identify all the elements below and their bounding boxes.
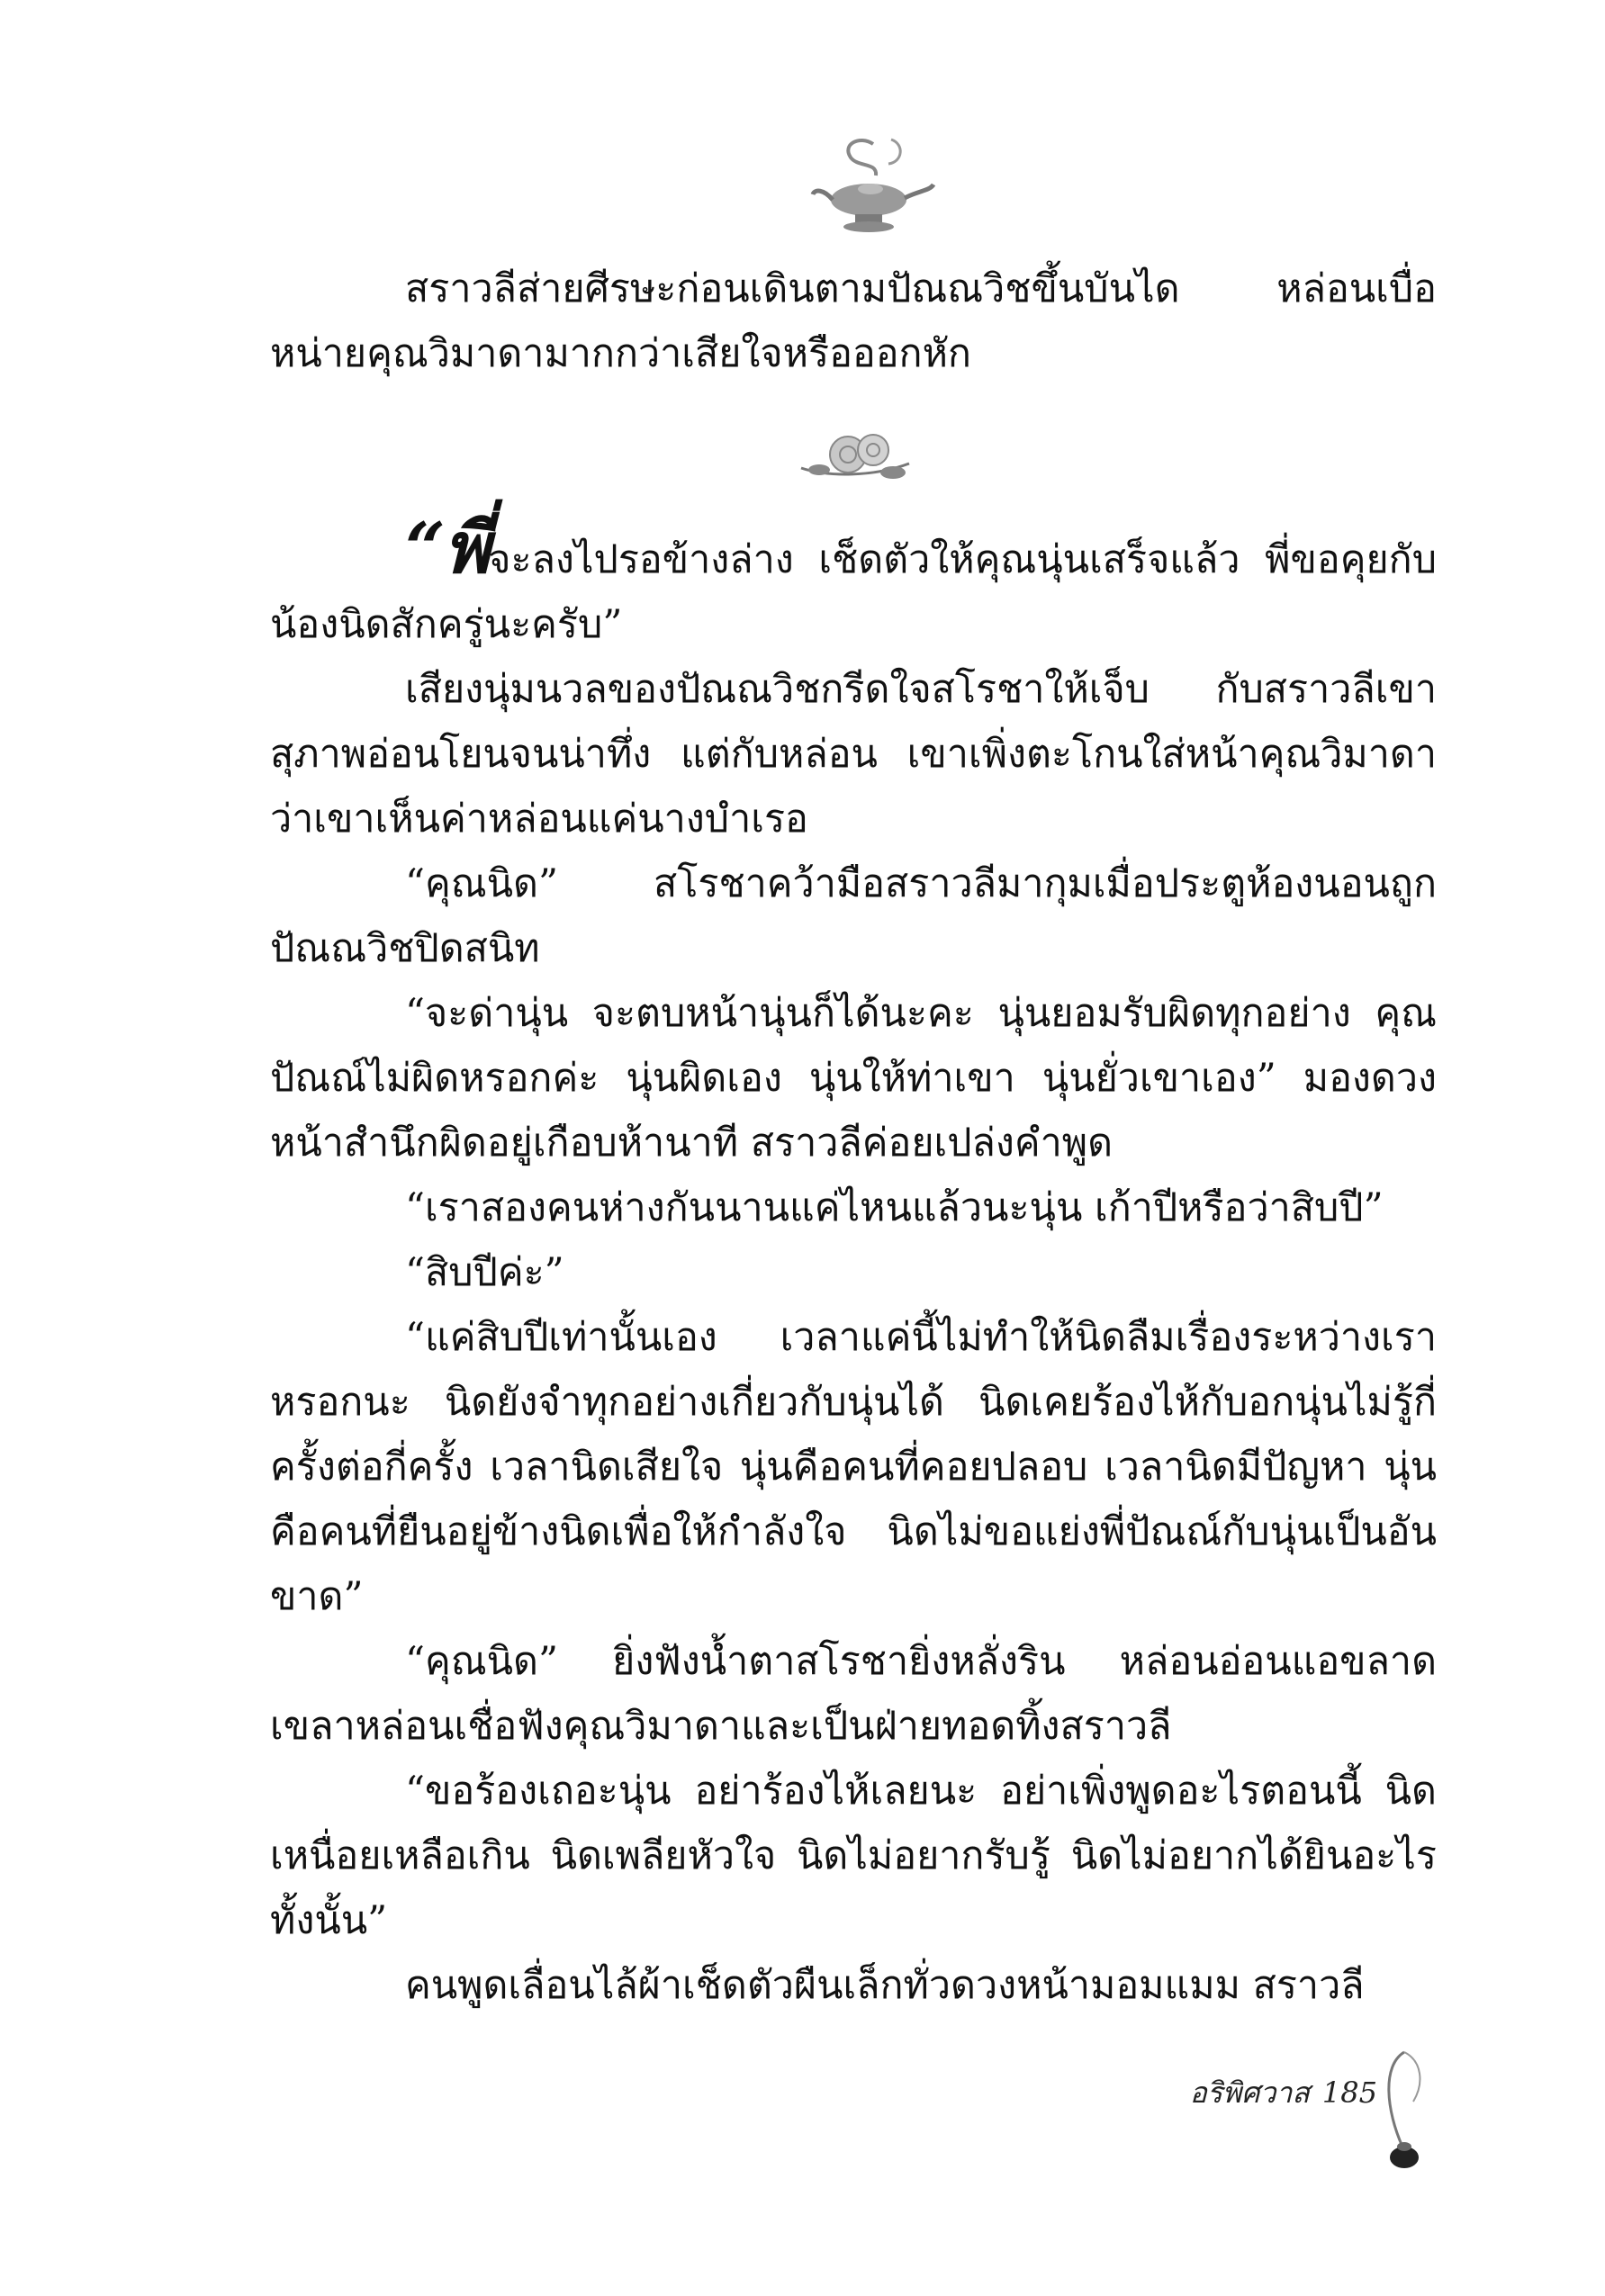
chapter-body: [270, 508, 1437, 2018]
paragraph-dropcap: [270, 508, 1437, 657]
paragraph: “แค่สิบปีเท่านั้นเอง เวลาแค่นี้ไม่ทำให้นิดลืมเรื่องระหว่างเราหรอกนะ นิดยังจำทุกอย่างเกี่ยวกับนุ่นได้ นิดเคยร้องไห้กับอกนุ่นไม่รู้กี่ครั้งต่อกี่ครั้ง เวลานิดเสียใจ นุ่นคือคนที่คอยปลอบ เวลานิดมีปัญหา นุ่นคือคนที่ยืนอยู่ข้างนิดเพื่อให้กำลังใจ นิดไม่ขอแย่งพี่ปัณณ์กับนุ่นเป็นอันขาด”: [270, 1315, 1437, 1619]
paragraph-text: จะลงไปรอข้างล่าง เช็ดตัวให้คุณนุ่นเสร็จแล้ว พี่ขอคุยกับน้องนิดสักครู่นะครับ”: [270, 537, 1437, 647]
book-title: อริพิศวาส: [1189, 2075, 1310, 2110]
paragraph: “ขอร้องเถอะนุ่น อย่าร้องไห้เลยนะ อย่าเพิ่งพูดอะไรตอนนี้ นิดเหนื่อยเหลือเกิน นิดเพลียหัวใจ นิดไม่อยากรับรู้ นิดไม่อยากได้ยินอะไรทั้งนั้น”: [270, 1769, 1437, 1943]
page-number: 185: [1321, 2075, 1377, 2110]
page-footer: [945, 2070, 1377, 2116]
paragraph: “เราสองคนห่างกันนานแค่ไหนแล้วนะนุ่น เก้าปีหรือว่าสิบปี”: [405, 1185, 1384, 1230]
paragraph: “จะด่านุ่น จะตบหน้านุ่นก็ได้นะคะ นุ่นยอมรับผิดทุกอย่าง คุณปัณณ์ไม่ผิดหรอกค่ะ นุ่นผิดเอง นุ่นให้ท่าเขา นุ่นยั่วเขาเอง” มองดวงหน้าสำนึกผิดอยู่เกือบห้านาที สราวลีค่อยเปล่งคำพูด: [270, 991, 1437, 1166]
paragraph: สราวลีส่ายศีรษะก่อนเดินตามปัณณวิชขึ้นบันได หล่อนเบื่อหน่ายคุณวิมาดามากกว่าเสียใจหรือออกหัก: [270, 266, 1437, 376]
paragraph: เสียงนุ่มนวลของปัณณวิชกรีดใจสโรชาให้เจ็บ กับสราวลีเขาสุภาพอ่อนโยนจนน่าทึ่ง แต่กับหล่อน เขาเพิ่งตะโกนใส่หน้าคุณวิมาดาว่าเขาเห็นค่าหล่อนแค่นางบำเรอ: [270, 667, 1437, 842]
roses-icon: [792, 423, 918, 495]
paragraph: “คุณนิด” สโรชาคว้ามือสราวลีมากุมเมื่อประตูห้องนอนถูกปัณณวิชปิดสนิท: [270, 861, 1437, 971]
paragraph: คนพูดเลื่อนไล้ผ้าเช็ดตัวผืนเล็กทั่วดวงหน้ามอมแมม สราวลี: [405, 1963, 1365, 2008]
pendant-icon: [1368, 2048, 1440, 2183]
paragraph-intro: [270, 257, 1437, 386]
paragraph: “คุณนิด” ยิ่งฟังน้ำตาสโรชายิ่งหลั่งริน หล่อนอ่อนแอขลาดเขลาหล่อนเชื่อฟังคุณวิมาดาและเป็นฝ่ายทอดทิ้งสราวลี: [270, 1639, 1437, 1749]
genie-lamp-icon: [806, 135, 941, 234]
dropcap: “พี่: [405, 508, 489, 590]
paragraph: “สิบปีค่ะ”: [405, 1250, 564, 1295]
